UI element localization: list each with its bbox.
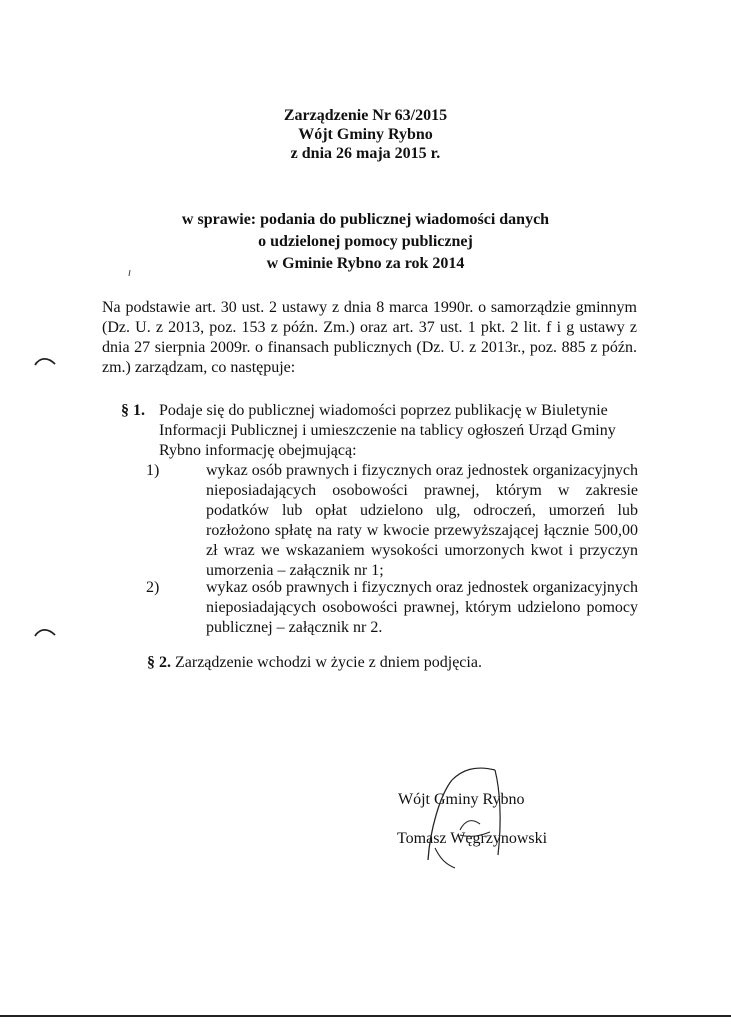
item-1-number: 1): [146, 462, 160, 479]
section-1-line-2: Informacji Publicznej i umieszczenie na tablicy ogłoszeń Urząd Gminy: [159, 422, 616, 439]
margin-mark-2: [34, 626, 56, 638]
section-2-sign: § 2.: [147, 654, 171, 671]
issuer: Wójt Gminy Rybno: [298, 126, 433, 143]
section-2: [147, 653, 482, 673]
signature-name: Tomasz Węgrzynowski: [397, 830, 548, 847]
subject-line-1: w sprawie: podania do publicznej wiadomości danych: [181, 211, 550, 228]
legal-basis-paragraph: Na podstawie art. 30 ust. 2 ustawy z dnia 8 marca 1990r. o samorządzie gminnym (Dz. U. z 2013, poz. 153 z późn. Zm.) oraz art. 37 ust. 1 pkt. 2 lit. f i g ustawy z dnia 27 sierpnia 2009r. o finansach publicznych (Dz. U. z 2013r., poz. 885 z późn. zm.) zarządzam, co następuje:: [102, 299, 637, 376]
item-2-text: wykaz osób prawnych i fizycznych oraz jednostek organizacyjnych nieposiadających osobowości prawnej, którym udzielono pomocy publicznej – załącznik nr 2.: [206, 579, 638, 636]
margin-mark-1: [34, 355, 56, 367]
section-1-sign: § 1.: [121, 402, 145, 419]
ordinance-number: Zarządzenie Nr 63/2015: [283, 107, 448, 124]
issue-date: z dnia 26 maja 2015 r.: [290, 145, 441, 162]
section-1-line-3: Rybno informację obejmującą:: [159, 442, 357, 459]
subject-line-2: o udzielonej pomocy publicznej: [258, 233, 473, 250]
bottom-scan-edge: [0, 1015, 731, 1017]
subject-line-3: w Gminie Rybno za rok 2014: [266, 255, 465, 272]
document-header: [0, 106, 731, 163]
item-2-number: 2): [146, 579, 160, 596]
handwritten-signature: [400, 760, 530, 880]
document-subject: [0, 209, 731, 275]
item-1-text: wykaz osób prawnych i fizycznych oraz jednostek organizacyjnych nieposiadających osobowości prawnej, którym w zakresie podatków lub opłat udzielono ulg, odroczeń, umorzeń lub rozłożono spłatę na raty w kwocie przewyższającej łącznie 500,00 zł wraz we wskazaniem wysokości umorzonych kwot i przyczyn umorzenia – załącznik nr 1;: [206, 462, 638, 579]
speck-mark: [128, 270, 132, 276]
signature-title: Wójt Gminy Rybno: [398, 791, 525, 808]
section-1-line-1: Podaje się do publicznej wiadomości poprzez publikację w Biuletynie: [159, 402, 608, 419]
section-2-text: Zarządzenie wchodzi w życie z dniem podjęcia.: [175, 654, 482, 671]
